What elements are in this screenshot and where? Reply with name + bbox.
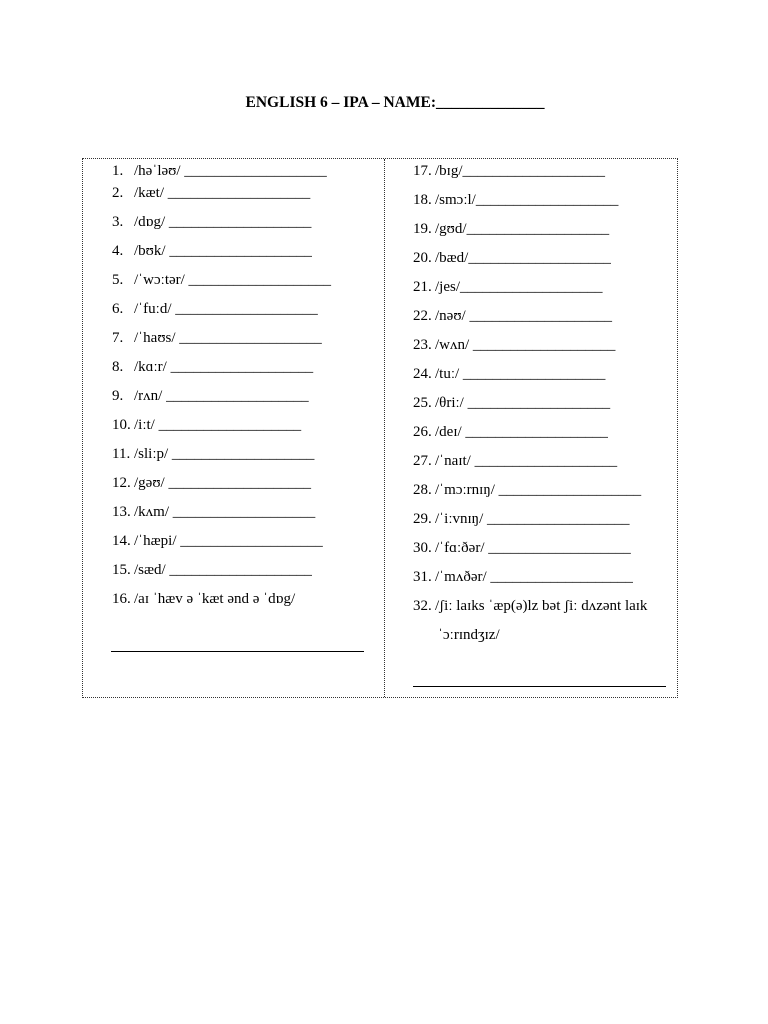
ipa-text: /ˈmɔːrnɪŋ/ ___________________ xyxy=(435,482,642,498)
item-number: 20. xyxy=(413,250,432,266)
ipa-text: /jes/___________________ xyxy=(435,279,603,295)
item-number: 16. xyxy=(112,591,131,607)
item-number: 26. xyxy=(413,424,432,440)
item-number: 15. xyxy=(112,562,131,578)
ipa-text: /kɑːr/ ___________________ xyxy=(134,359,314,375)
worksheet-table xyxy=(82,158,678,698)
ipa-item-2 xyxy=(112,184,310,202)
ipa-text: /smɔːl/___________________ xyxy=(435,192,619,208)
item-number: 10. xyxy=(112,417,131,433)
answer-line-16 xyxy=(111,651,364,652)
ipa-text: /ˈmʌðər/ ___________________ xyxy=(435,569,633,585)
item-number: 23. xyxy=(413,337,432,353)
ipa-item-32 xyxy=(413,597,647,615)
ipa-text: /rʌn/ ___________________ xyxy=(134,388,309,404)
ipa-item-21 xyxy=(413,278,603,296)
item-number: 17. xyxy=(413,163,432,179)
item-number: 3. xyxy=(112,214,124,230)
item-number: 1. xyxy=(112,163,124,179)
answer-line-32 xyxy=(413,686,666,687)
ipa-text: /nəʊ/ ___________________ xyxy=(435,308,612,324)
ipa-text: /gəʊ/ ___________________ xyxy=(134,475,311,491)
ipa-item-29 xyxy=(413,510,630,528)
ipa-text: /həˈləʊ/ ___________________ xyxy=(134,163,327,179)
ipa-text: /ˈfɑːðər/ ___________________ xyxy=(435,540,631,556)
ipa-text: /kʌm/ ___________________ xyxy=(134,504,316,520)
ipa-item-22 xyxy=(413,307,612,325)
ipa-text: /gʊd/___________________ xyxy=(435,221,610,237)
ipa-text: /bʊk/ ___________________ xyxy=(134,243,312,259)
item-number: 12. xyxy=(112,475,131,491)
ipa-item-4 xyxy=(112,242,312,260)
ipa-item-32-continuation: ˈɔːrɪndʒɪz/ xyxy=(438,627,500,643)
ipa-item-27 xyxy=(413,452,617,470)
ipa-text: /tuː/ ___________________ xyxy=(435,366,606,382)
ipa-item-19 xyxy=(413,220,609,238)
item-number: 18. xyxy=(413,192,432,208)
item-number: 22. xyxy=(413,308,432,324)
ipa-item-6 xyxy=(112,300,318,318)
ipa-text: /dɒg/ ___________________ xyxy=(134,214,312,230)
ipa-text: /aɪ ˈhæv ə ˈkæt ənd ə ˈdɒg/ xyxy=(134,591,296,607)
item-number: 30. xyxy=(413,540,432,556)
ipa-text: /θriː/ ___________________ xyxy=(435,395,611,411)
ipa-text: /iːt/ ___________________ xyxy=(134,417,302,433)
item-number: 5. xyxy=(112,272,124,288)
item-number: 11. xyxy=(112,446,131,462)
column-divider xyxy=(384,159,385,697)
ipa-item-3 xyxy=(112,213,311,231)
ipa-item-20 xyxy=(413,249,611,267)
ipa-item-26 xyxy=(413,423,608,441)
item-number: 28. xyxy=(413,482,432,498)
ipa-item-31 xyxy=(413,568,633,586)
item-number: 4. xyxy=(112,243,124,259)
item-number: 24. xyxy=(413,366,432,382)
item-number: 2. xyxy=(112,185,124,201)
ipa-text: /kæt/ ___________________ xyxy=(134,185,311,201)
ipa-item-1 xyxy=(112,162,327,180)
item-number: 9. xyxy=(112,388,124,404)
item-number: 27. xyxy=(413,453,432,469)
ipa-text: /bæd/___________________ xyxy=(435,250,611,266)
ipa-item-7 xyxy=(112,329,322,347)
item-number: 19. xyxy=(413,221,432,237)
ipa-item-25 xyxy=(413,394,610,412)
item-number: 25. xyxy=(413,395,432,411)
ipa-text: /sæd/ ___________________ xyxy=(134,562,312,578)
item-number: 6. xyxy=(112,301,124,317)
ipa-text: /ˈfuːd/ ___________________ xyxy=(134,301,318,317)
ipa-text: /ʃiː laɪks ˈæp(ə)lz bət ʃiː dʌzənt laɪk xyxy=(435,598,648,614)
ipa-item-5 xyxy=(112,271,331,289)
ipa-item-18 xyxy=(413,191,618,209)
ipa-item-15 xyxy=(112,561,312,579)
ipa-item-10 xyxy=(112,416,301,434)
ipa-item-30 xyxy=(413,539,631,557)
ipa-item-14 xyxy=(112,532,323,550)
item-number: 21. xyxy=(413,279,432,295)
item-number: 14. xyxy=(112,533,131,549)
ipa-item-11 xyxy=(112,445,314,463)
item-number: 31. xyxy=(413,569,432,585)
ipa-item-13 xyxy=(112,503,315,521)
ipa-item-24 xyxy=(413,365,605,383)
item-number: 32. xyxy=(413,598,432,614)
ipa-text: /ˈhaʊs/ ___________________ xyxy=(134,330,322,346)
ipa-item-28 xyxy=(413,481,641,499)
ipa-text: /deɪ/ ___________________ xyxy=(435,424,608,440)
ipa-text: /sliːp/ ___________________ xyxy=(134,446,315,462)
item-number: 8. xyxy=(112,359,124,375)
ipa-text: /ˈiːvnɪŋ/ ___________________ xyxy=(435,511,630,527)
ipa-text: /ˈwɔːtər/ ___________________ xyxy=(134,272,332,288)
ipa-text: /ˈhæpi/ ___________________ xyxy=(134,533,323,549)
item-number: 7. xyxy=(112,330,124,346)
ipa-item-9 xyxy=(112,387,309,405)
ipa-item-16 xyxy=(112,590,295,608)
ipa-item-23 xyxy=(413,336,615,354)
worksheet-title: ENGLISH 6 – IPA – NAME:______________ xyxy=(245,94,545,111)
ipa-item-17 xyxy=(413,162,605,180)
ipa-text: /wʌn/ ___________________ xyxy=(435,337,616,353)
ipa-text: /ˈnaɪt/ ___________________ xyxy=(435,453,618,469)
ipa-item-8 xyxy=(112,358,313,376)
item-number: 13. xyxy=(112,504,131,520)
item-number: 29. xyxy=(413,511,432,527)
ipa-text: /bɪg/___________________ xyxy=(435,163,606,179)
ipa-item-12 xyxy=(112,474,311,492)
